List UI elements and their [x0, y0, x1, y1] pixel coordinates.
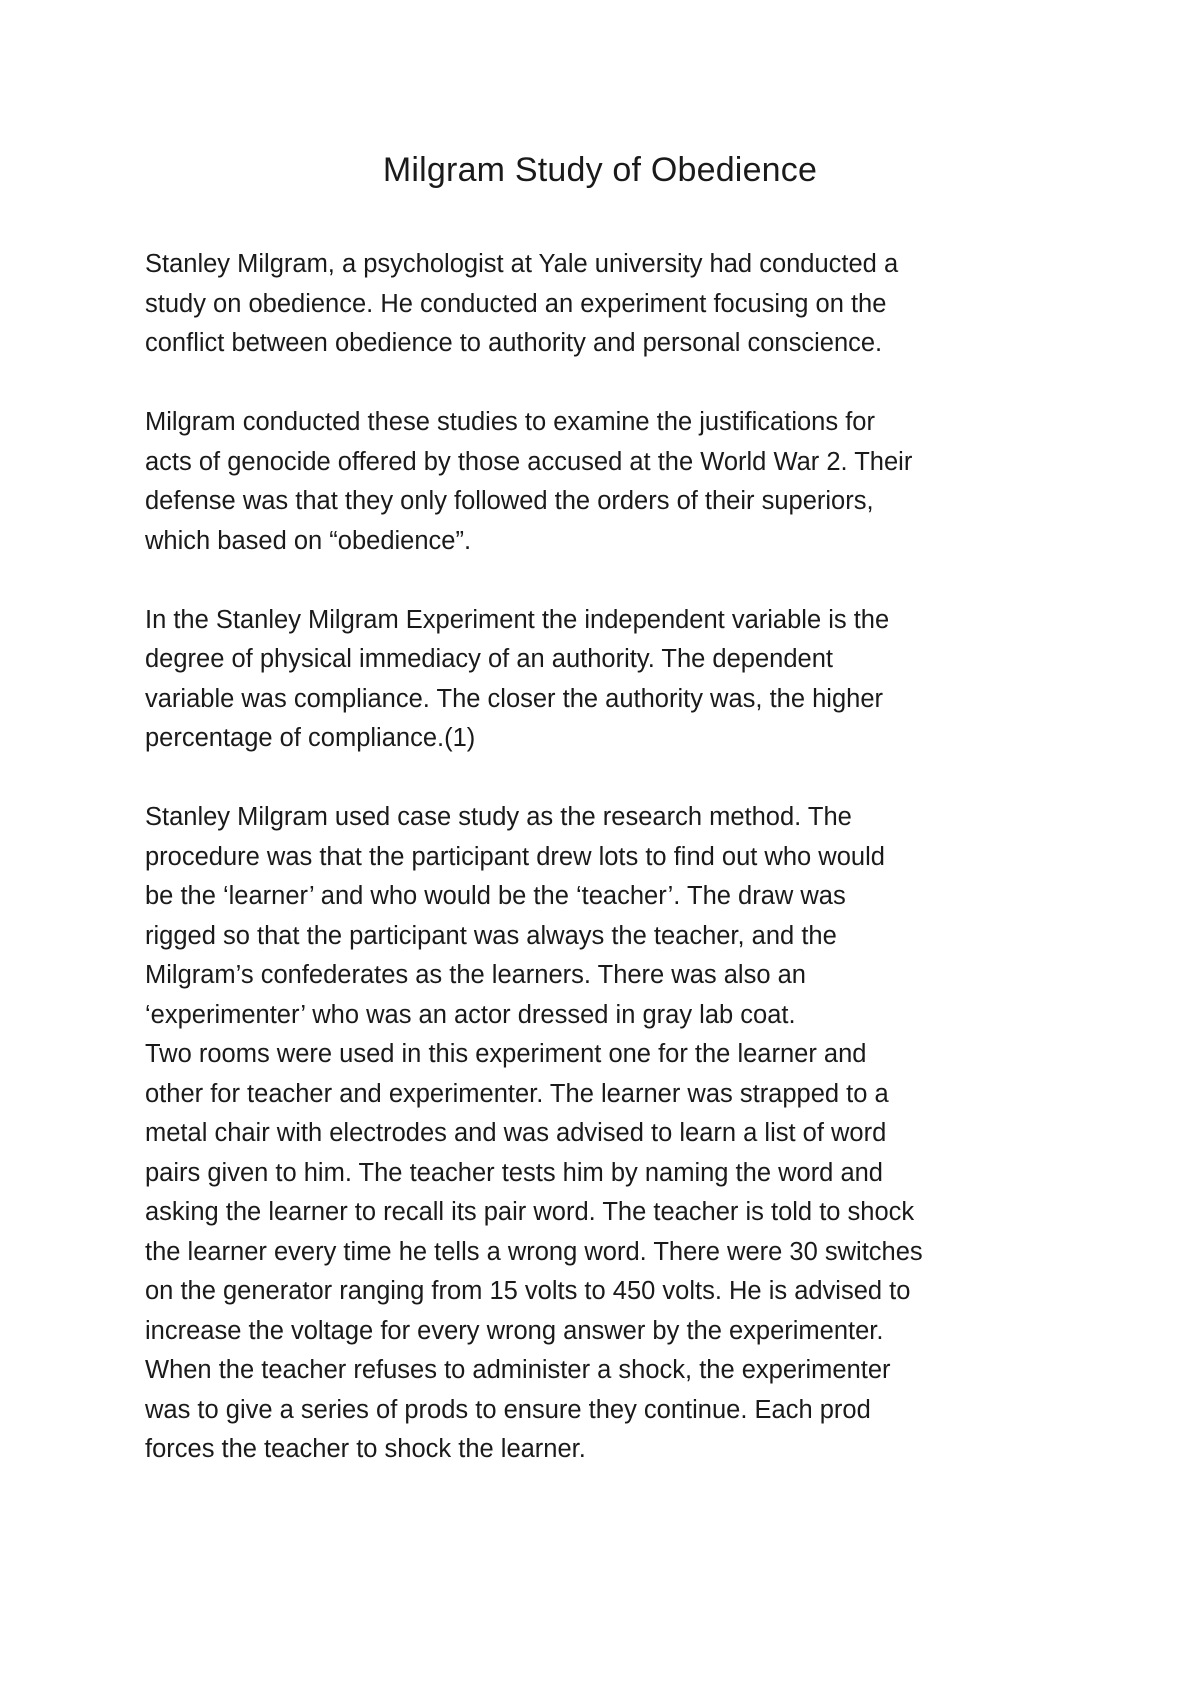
text-line: degree of physical immediacy of an authority. The dependent	[145, 645, 833, 673]
paragraph-intro	[145, 245, 1075, 364]
text-line: pairs given to him. The teacher tests him by naming the word and	[145, 1158, 883, 1187]
paragraph-procedure	[145, 798, 1075, 1470]
text-line: was to give a series of prods to ensure they continue. Each prod	[145, 1395, 871, 1424]
paragraph-variables	[145, 601, 1075, 759]
document-title: Milgram Study of Obedience	[382, 151, 818, 189]
text-line: metal chair with electrodes and was advised to learn a list of word	[145, 1119, 887, 1147]
text-line: Stanley Milgram, a psychologist at Yale university had conducted a	[145, 250, 899, 278]
text-line: Two rooms were used in this experiment one for the learner and	[145, 1040, 867, 1068]
document-body	[145, 245, 1075, 1470]
text-line: rigged so that the participant was always the teacher, and the	[145, 921, 837, 950]
text-line: variable was compliance. The closer the authority was, the higher	[145, 684, 883, 713]
text-line: conflict between obedience to authority and personal conscience.	[145, 329, 883, 357]
paragraph-gap	[145, 561, 1075, 601]
text-line: forces the teacher to shock the learner.	[145, 1435, 586, 1463]
text-line: When the teacher refuses to administer a shock, the experimenter	[145, 1356, 891, 1384]
text-line: on the generator ranging from 15 volts to 450 volts. He is advised to	[145, 1277, 911, 1305]
paragraph-gap	[145, 364, 1075, 404]
text-line: asking the learner to recall its pair word. The teacher is told to shock	[145, 1198, 915, 1226]
text-line: acts of genocide offered by those accused at the World War 2. Their	[145, 447, 913, 476]
text-line: be the ‘learner’ and who would be the ‘teacher’. The draw was	[145, 882, 846, 910]
text-line: In the Stanley Milgram Experiment the independent variable is the	[145, 605, 890, 634]
paragraph-gap	[145, 759, 1075, 799]
text-line: defense was that they only followed the orders of their superiors,	[145, 487, 874, 515]
text-line: percentage of compliance.(1)	[145, 724, 476, 752]
text-line: the learner every time he tells a wrong word. There were 30 switches	[145, 1237, 923, 1266]
text-line: increase the voltage for every wrong answer by the experimenter.	[145, 1316, 884, 1345]
text-line: Milgram conducted these studies to examine the justifications for	[145, 408, 875, 436]
text-line: other for teacher and experimenter. The learner was strapped to a	[145, 1079, 889, 1108]
paragraph-justifications	[145, 403, 1075, 561]
text-line: Milgram’s confederates as the learners. There was also an	[145, 961, 806, 989]
text-line: which based on “obedience”.	[145, 526, 472, 555]
text-line: procedure was that the participant drew lots to find out who would	[145, 842, 885, 871]
text-line: study on obedience. He conducted an experiment focusing on the	[145, 289, 887, 318]
text-line: ‘experimenter’ who was an actor dressed in gray lab coat.	[145, 1000, 796, 1029]
text-line: Stanley Milgram used case study as the research method. The	[145, 803, 852, 831]
